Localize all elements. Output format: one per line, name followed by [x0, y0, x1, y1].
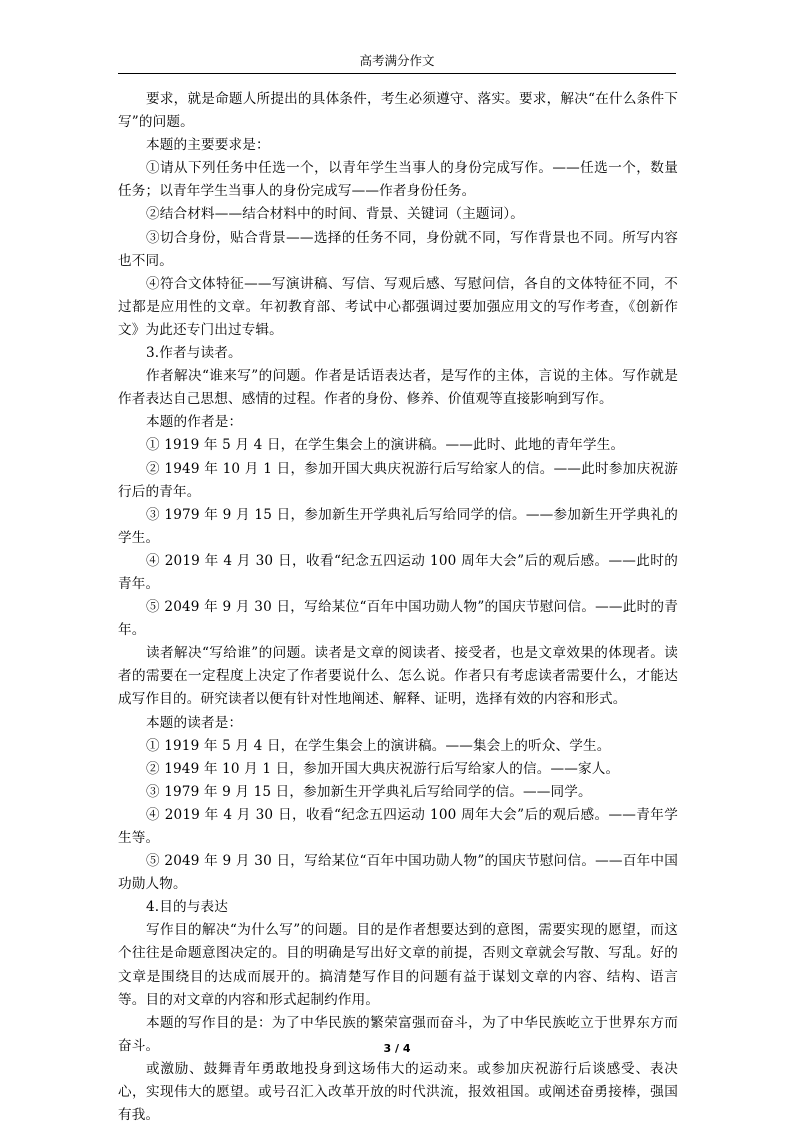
paragraph: 本题的写作目的是：为了中华民族的繁荣富强而奋斗，为了中华民族屹立于世界东方而奋斗。 — [118, 1014, 678, 1054]
paragraph: 作者解决“谁来写”的问题。作者是话语表达者，是写作的主体，言说的主体。写作就是作者表达自己思想、感情的过程。作者的身份、修养、价值观等直接影响到写作。 — [118, 368, 678, 408]
paragraph: ④符合文体特征——写演讲稿、写信、写观后感、写慰问信，各自的文体特征不同，不过都是应用性的文章。年初教育部、考试中心都强调过要加强应用文的写作考查，《创新作文》为此还专门出过专辑。 — [118, 275, 678, 338]
list-item: ⑤ 2049 年 9 月 30 日，写给某位“百年中国功勋人物”的国庆节慰问信。——此时的青年。 — [118, 599, 678, 639]
header-divider — [118, 73, 676, 74]
section-heading: 3.作者与读者。 — [146, 345, 242, 362]
list-item: ④ 2019 年 4 月 30 日，收看“纪念五四运动 100 周年大会”后的观后感。——此时的青年。 — [118, 552, 678, 592]
list-item: ② 1949 年 10 月 1 日，参加开国大典庆祝游行后写给家人的信。——此时参加庆祝游行后的青年。 — [118, 460, 678, 500]
paragraph: 读者解决“写给谁”的问题。读者是文章的阅读者、接受者，也是文章效果的体现者。读者的需要在一定程度上决定了作者要说什么、怎么说。作者只有考虑读者需要什么，才能达成写作目的。研究读者以便有针对性地阐述、解释、证明，选择有效的内容和形式。 — [118, 645, 678, 708]
paragraph: 写作目的解决“为什么写”的问题。目的是作者想要达到的意图，需要实现的愿望，而这个往往是命题意图决定的。目的明确是写出好文章的前提，否则文章就会写散、写乱。好的文章是围绕目的达成而展开的。搞清楚写作目的问题有益于谋划文章的内容、结构、语言等。目的对文章的内容和形式起制约作用。 — [118, 922, 678, 1008]
list-item: ① 1919 年 5 月 4 日，在学生集会上的演讲稿。——此时、此地的青年学生。 — [146, 437, 625, 454]
paragraph: ①请从下列任务中任选一个，以青年学生当事人的身份完成写作。——任选一个，数量任务；以青年学生当事人的身份完成写——作者身份任务。 — [118, 160, 678, 200]
paragraph: 本题的主要要求是： — [146, 137, 270, 154]
list-item: ③ 1979 年 9 月 15 日，参加新生开学典礼后写给同学的信。——同学。 — [146, 783, 592, 800]
list-item: ⑤ 2049 年 9 月 30 日，写给某位“百年中国功勋人物”的国庆节慰问信。——百年中国功勋人物。 — [118, 853, 678, 893]
page-number: 3 / 4 — [383, 1042, 411, 1055]
list-item: ② 1949 年 10 月 1 日，参加开国大典庆祝游行后写给家人的信。——家人。 — [146, 760, 620, 777]
paragraph: 要求，就是命题人所提出的具体条件，考生必须遵守、落实。要求，解决“在什么条件下写”的问题。 — [118, 91, 678, 131]
list-item: ③ 1979 年 9 月 15 日，参加新生开学典礼后写给同学的信。——参加新生开学典礼的学生。 — [118, 506, 678, 546]
document-body — [118, 88, 678, 1127]
paragraph: ②结合材料——结合材料中的时间、背景、关键词（主题词）。 — [146, 206, 525, 223]
paragraph: 或激励、鼓舞青年勇敢地投身到这场伟大的运动来。或参加庆祝游行后谈感受、表决心，实现伟大的愿望。或号召汇入改革开放的时代洪流，报效祖国。或阐述奋勇接棒，强国有我。 — [118, 1060, 678, 1124]
paragraph: ③切合身份，贴合背景——选择的任务不同，身份就不同，写作背景也不同。所写内容也不同。 — [118, 229, 678, 269]
list-item: ① 1919 年 5 月 4 日，在学生集会上的演讲稿。——集会上的听众、学生。 — [146, 737, 611, 754]
paragraph: 本题的作者是： — [146, 414, 243, 431]
page-header-title: 高考满分作文 — [359, 53, 435, 68]
list-item: ④ 2019 年 4 月 30 日，收看“纪念五四运动 100 周年大会”后的观后感。——青年学生等。 — [118, 806, 678, 846]
section-heading: 4.目的与表达 — [146, 899, 228, 916]
paragraph: 本题的读者是： — [146, 714, 243, 731]
